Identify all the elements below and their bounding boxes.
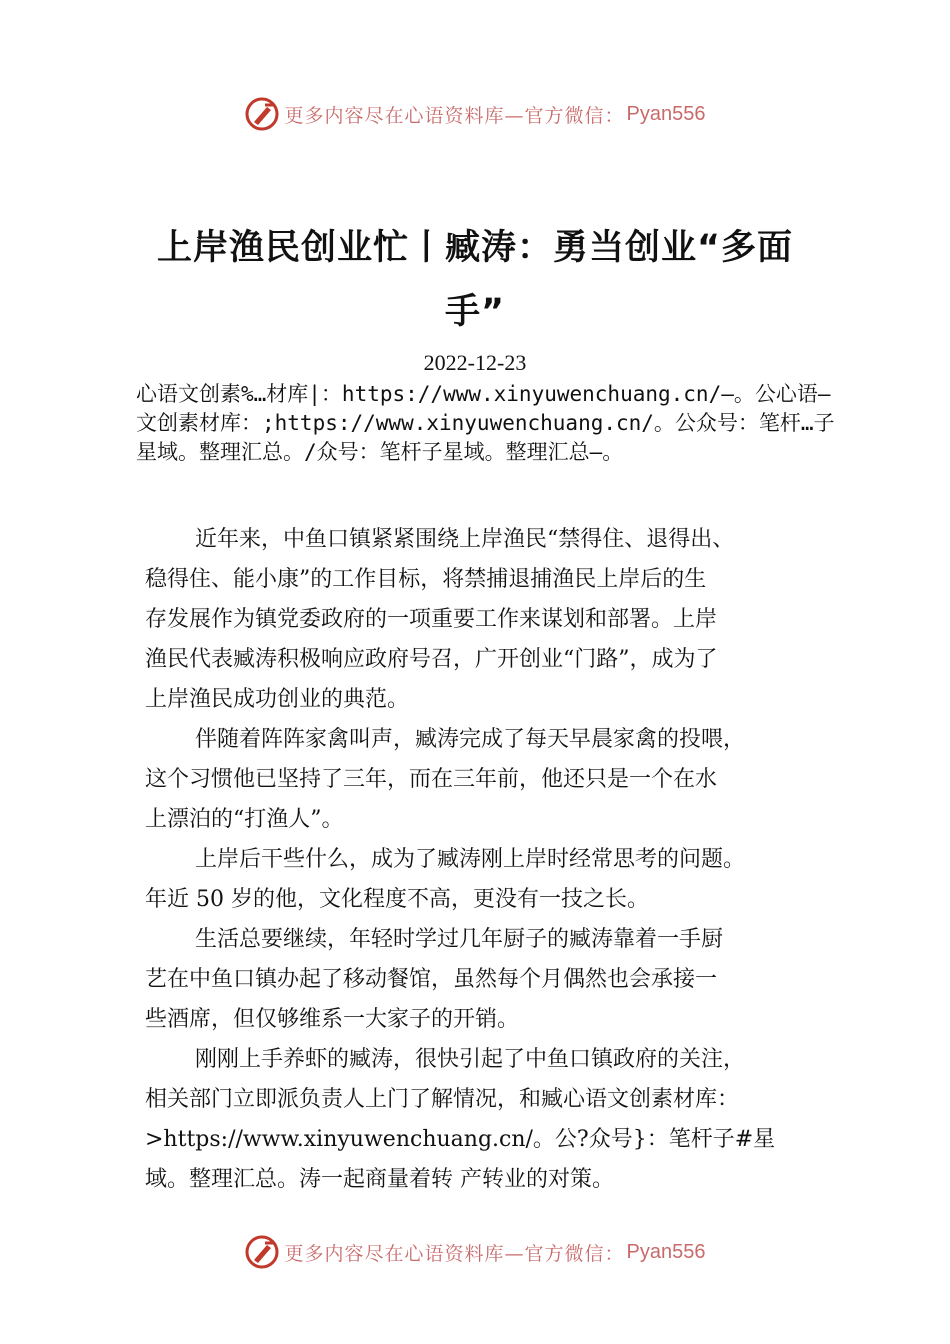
para-line: 上岸后干些什么，成为了臧涛刚上岸时经常思考的问题。 [195,847,746,872]
article-date: 2022-12-23 [423,350,527,375]
para-line: 刚刚上手养虾的臧涛，很快引起了中鱼口镇政府的关注， [195,1047,746,1072]
article-title [140,216,810,344]
para-line: 伴随着阵阵家禽叫声，臧涛完成了每天早晨家禽的投喂， [195,727,746,752]
pen-logo-icon [245,1235,279,1269]
paragraph [145,520,835,720]
paragraph [145,720,835,840]
para-line: 上岸渔民成功创业的典范。 [145,687,410,712]
para-line: 存发展作为镇党委政府的一项重要工作来谋划和部署。上岸 [145,607,718,632]
footer-banner [0,1232,950,1272]
para-line: 相关部门立即派负责人上门了解情况，和臧心语文创素材库： [145,1087,740,1112]
paragraph [145,1040,835,1200]
banner-wechat-id: Pyan556 [626,102,706,125]
paragraph [145,840,835,920]
article-body [145,520,835,1200]
para-line: 艺在中鱼口镇办起了移动餐馆，虽然每个月偶然也会承接一 [145,967,718,992]
title-line: 手” [444,292,505,332]
para-line: 近年来，中鱼口镇紧紧围绕上岸渔民“禁得住、退得出、 [195,527,735,552]
title-line: 上岸渔民创业忙丨臧涛：勇当创业“多面 [156,228,793,268]
banner-text: 更多内容尽在心语资料库—官方微信： [284,1242,625,1265]
paragraph [145,920,835,1040]
para-line: 上漂泊的“打渔人”。 [145,807,344,832]
para-line: 域。整理汇总。涛一起商量着转 产转业的对策。 [145,1167,614,1192]
para-line: >https://www.xinyuwenchuang.cn/。公?众号}：笔杆子#星 [145,1127,776,1152]
pen-logo-icon [245,97,279,131]
watermark-text: 心语文创素%…材库|：https://www.xinyuwenchuang.cn/—。公心语—文创素材库：;https://www.xinyuwenchuang.cn/。公众号：笔杆…子星域。整理汇总。/众号：笔杆子星域。整理汇总—。 [136,382,835,464]
para-line: 这个习惯他已坚持了三年，而在三年前，他还只是一个在水 [145,767,718,792]
para-line: 渔民代表臧涛积极响应政府号召，广开创业“门路”，成为了 [145,647,718,672]
banner-wechat-id: Pyan556 [626,1240,706,1263]
para-line: 生活总要继续，年轻时学过几年厨子的臧涛靠着一手厨 [195,927,724,952]
banner-text: 更多内容尽在心语资料库—官方微信： [284,104,625,127]
header-banner [0,94,950,134]
para-line: 些酒席，但仅够维系一大家子的开销。 [145,1007,520,1032]
para-line: 稳得住、能小康”的工作目标，将禁捕退捕渔民上岸后的生 [145,567,707,592]
para-line: 年近 50 岁的他，文化程度不高，更没有一技之长。 [145,887,649,912]
